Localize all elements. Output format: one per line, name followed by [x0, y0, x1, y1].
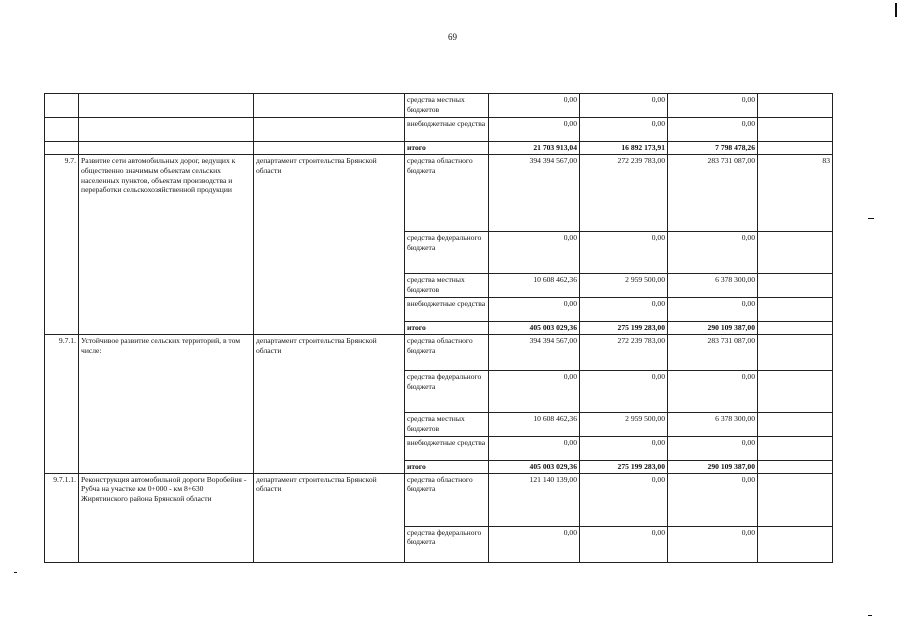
value-2: 0,00	[580, 297, 668, 321]
funding-source: внебюджетные средства	[405, 297, 489, 321]
dept-cell	[254, 142, 405, 155]
last-cell	[758, 273, 833, 297]
last-cell	[758, 94, 833, 118]
dept-cell: департамент строительства Брянской области	[254, 334, 405, 473]
budget-table-body	[45, 94, 833, 563]
table-row	[45, 118, 833, 142]
value-3: 290 109 387,00	[668, 460, 758, 473]
code-cell	[45, 142, 79, 155]
edge-mark-bottom	[868, 615, 872, 616]
last-cell	[758, 334, 833, 370]
code-cell: 9.7.1.1.	[45, 473, 79, 562]
value-1: 405 003 029,36	[489, 460, 580, 473]
value-1: 0,00	[489, 118, 580, 142]
value-2: 16 892 173,91	[580, 142, 668, 155]
last-cell	[758, 321, 833, 334]
name-cell	[79, 94, 254, 118]
last-cell	[758, 473, 833, 526]
value-1: 121 140 139,00	[489, 473, 580, 526]
name-cell: Реконструкция автомобильной дороги Воробейня - Рубча на участке км 0+000 - км 8+630 Жирятинского района Брянской области	[79, 473, 254, 562]
last-cell	[758, 412, 833, 436]
code-cell	[45, 94, 79, 118]
funding-source: внебюджетные средства	[405, 118, 489, 142]
value-3: 0,00	[668, 231, 758, 273]
table-row	[45, 154, 833, 231]
last-cell	[758, 436, 833, 460]
value-3: 0,00	[668, 118, 758, 142]
value-1: 394 394 567,00	[489, 334, 580, 370]
table-row	[45, 334, 833, 370]
value-1: 0,00	[489, 436, 580, 460]
funding-source: итого	[405, 142, 489, 155]
value-1: 21 703 913,04	[489, 142, 580, 155]
name-cell: Развитие сети автомобильных дорог, ведущих к общественно значимым объектам сельских населенных пунктов, объектам производства и переработки сельскохозяйственной продукции	[79, 154, 254, 334]
last-cell	[758, 297, 833, 321]
edge-mark-top	[895, 3, 897, 17]
value-3: 0,00	[668, 94, 758, 118]
funding-source: средства областного бюджета	[405, 154, 489, 231]
dept-cell: департамент строительства Брянской области	[254, 154, 405, 334]
value-2: 0,00	[580, 526, 668, 562]
funding-source: средства областного бюджета	[405, 473, 489, 526]
last-cell	[758, 118, 833, 142]
value-2: 0,00	[580, 231, 668, 273]
value-1: 0,00	[489, 297, 580, 321]
value-3: 0,00	[668, 370, 758, 412]
funding-source: средства местных бюджетов	[405, 273, 489, 297]
value-1: 10 608 462,36	[489, 273, 580, 297]
last-cell	[758, 526, 833, 562]
value-1: 0,00	[489, 526, 580, 562]
value-3: 0,00	[668, 526, 758, 562]
name-cell	[79, 142, 254, 155]
last-cell	[758, 370, 833, 412]
table-row	[45, 473, 833, 526]
funding-source: итого	[405, 460, 489, 473]
dept-cell	[254, 118, 405, 142]
value-2: 0,00	[580, 436, 668, 460]
value-1: 0,00	[489, 94, 580, 118]
value-2: 0,00	[580, 94, 668, 118]
table-row	[45, 142, 833, 155]
value-3: 0,00	[668, 436, 758, 460]
code-cell	[45, 118, 79, 142]
edge-mark-right	[868, 218, 874, 219]
funding-source: средства областного бюджета	[405, 334, 489, 370]
code-cell: 9.7.1.	[45, 334, 79, 473]
value-3: 7 798 478,26	[668, 142, 758, 155]
value-2: 272 239 783,00	[580, 154, 668, 231]
funding-source: внебюджетные средства	[405, 436, 489, 460]
value-2: 0,00	[580, 118, 668, 142]
name-cell	[79, 118, 254, 142]
last-cell	[758, 142, 833, 155]
value-3: 290 109 387,00	[668, 321, 758, 334]
value-3: 0,00	[668, 473, 758, 526]
table-row	[45, 94, 833, 118]
funding-source: средства федерального бюджета	[405, 231, 489, 273]
value-3: 283 731 087,00	[668, 334, 758, 370]
value-2: 0,00	[580, 370, 668, 412]
last-cell: 83	[758, 154, 833, 231]
budget-table	[44, 93, 833, 563]
value-3: 6 378 300,00	[668, 412, 758, 436]
last-cell	[758, 231, 833, 273]
value-1: 10 608 462,36	[489, 412, 580, 436]
value-2: 0,00	[580, 473, 668, 526]
name-cell: Устойчивое развитие сельских территорий, в том числе:	[79, 334, 254, 473]
value-1: 0,00	[489, 370, 580, 412]
code-cell: 9.7.	[45, 154, 79, 334]
funding-source: средства местных бюджетов	[405, 412, 489, 436]
funding-source: средства федерального бюджета	[405, 526, 489, 562]
value-1: 0,00	[489, 231, 580, 273]
value-2: 275 199 283,00	[580, 321, 668, 334]
value-3: 6 378 300,00	[668, 273, 758, 297]
page-number: 69	[448, 32, 457, 42]
value-2: 2 959 500,00	[580, 412, 668, 436]
funding-source: средства местных бюджетов	[405, 94, 489, 118]
value-1: 394 394 567,00	[489, 154, 580, 231]
dept-cell	[254, 94, 405, 118]
last-cell	[758, 460, 833, 473]
value-3: 0,00	[668, 297, 758, 321]
value-2: 272 239 783,00	[580, 334, 668, 370]
dept-cell: департамент строительства Брянской области	[254, 473, 405, 562]
value-1: 405 003 029,36	[489, 321, 580, 334]
funding-source: итого	[405, 321, 489, 334]
edge-mark-left	[14, 572, 17, 573]
value-2: 2 959 500,00	[580, 273, 668, 297]
value-3: 283 731 087,00	[668, 154, 758, 231]
value-2: 275 199 283,00	[580, 460, 668, 473]
funding-source: средства федерального бюджета	[405, 370, 489, 412]
